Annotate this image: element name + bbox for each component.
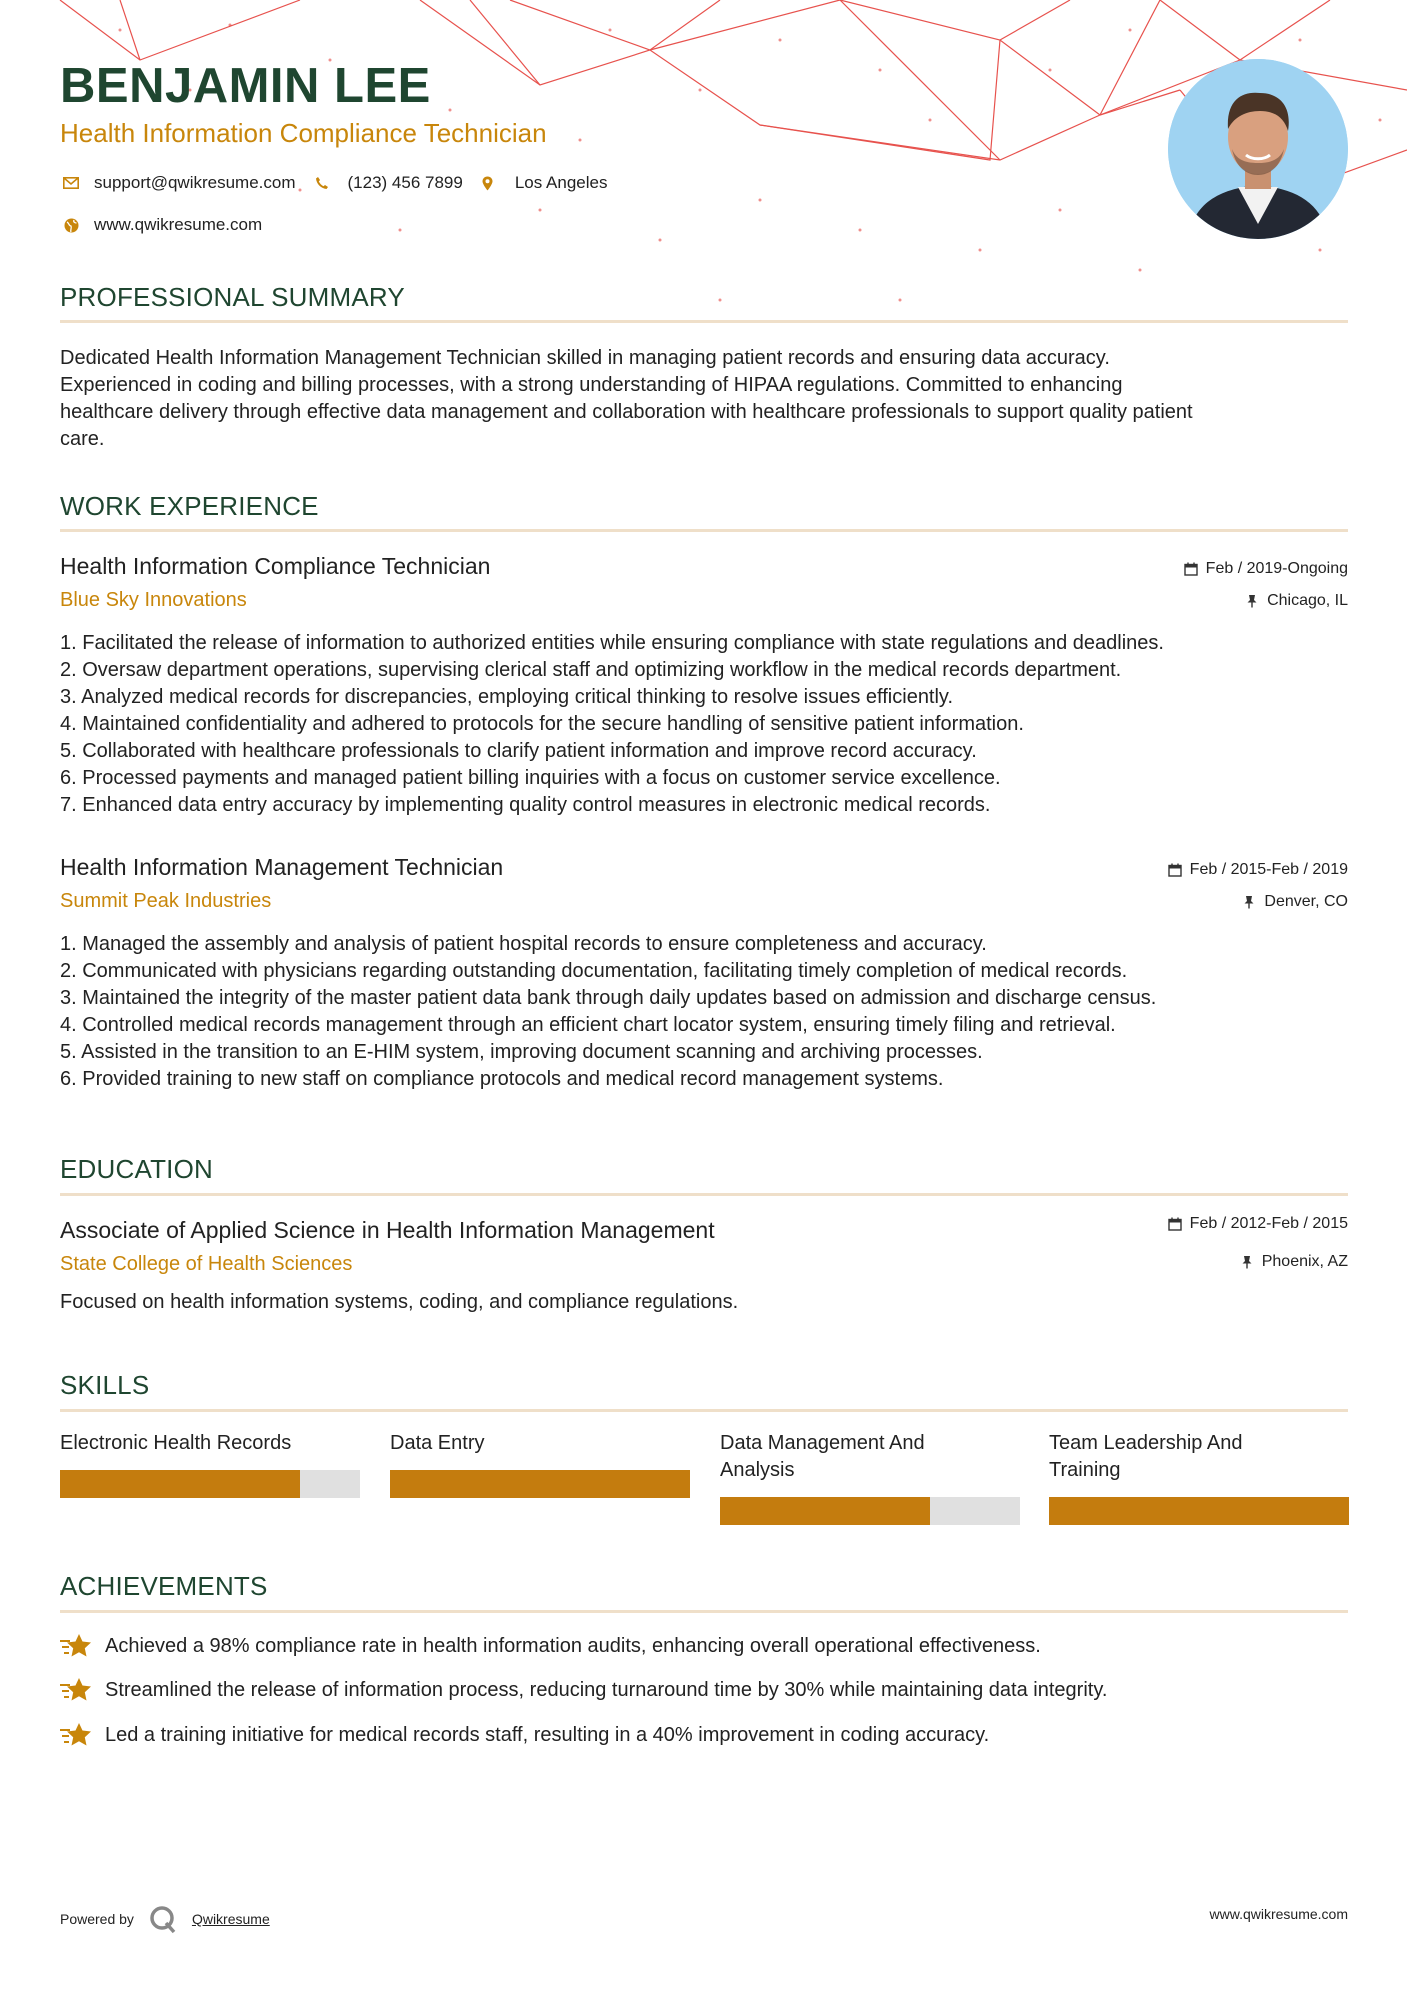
qwikresume-link[interactable]: Qwikresume xyxy=(191,1911,270,1927)
pushpin-icon xyxy=(1241,894,1257,910)
contact-row-secondary xyxy=(60,215,280,235)
education-description: Focused on health information systems, coding, and compliance regulations. xyxy=(60,1291,739,1313)
skill-label: Data Management And Analysis xyxy=(720,1432,925,1481)
calendar-icon xyxy=(1167,862,1183,878)
job-location xyxy=(1244,592,1348,610)
contact-phone[interactable] xyxy=(314,173,463,193)
list-item: 7. Enhanced data entry accuracy by implementing quality control measures in electronic medical records. xyxy=(60,794,991,816)
skill-bar xyxy=(60,1470,360,1498)
powered-by-label: Powered by xyxy=(60,1911,134,1927)
job-dates xyxy=(1183,560,1348,578)
skill-bar-fill xyxy=(1049,1497,1349,1525)
education-divider xyxy=(60,1193,1348,1196)
achievement-item xyxy=(60,1721,989,1749)
list-item: 3. Maintained the integrity of the master patient data bank through daily updates based on admission and discharge census. xyxy=(60,987,1157,1009)
experience-heading: WORK EXPERIENCE xyxy=(60,491,319,521)
list-item: 5. Assisted in the transition to an E-HIM system, improving document scanning and archiving processes. xyxy=(60,1041,983,1063)
qwikresume-logo-icon xyxy=(148,1904,178,1934)
skills-heading: SKILLS xyxy=(60,1370,150,1400)
skill-item xyxy=(60,1430,360,1498)
envelope-icon xyxy=(60,174,82,192)
job-title: Health Information Compliance Technician xyxy=(60,553,491,579)
list-item: 2. Communicated with physicians regarding outstanding documentation, facilitating timely completion of medical records. xyxy=(60,960,1128,982)
summary-text xyxy=(60,345,1350,453)
list-item: 6. Provided training to new staff on compliance protocols and medical record management systems. xyxy=(60,1068,944,1090)
degree-title: Associate of Applied Science in Health Information Management xyxy=(60,1217,715,1243)
footer-powered-by xyxy=(60,1904,270,1934)
website-text: www.qwikresume.com xyxy=(94,215,263,234)
contact-location xyxy=(481,173,608,193)
summary-line: care. xyxy=(60,428,105,450)
star-achievement-icon xyxy=(60,1676,92,1704)
education-dates xyxy=(1167,1215,1348,1233)
company-name: Blue Sky Innovations xyxy=(60,589,247,611)
candidate-role: Health Information Compliance Technician xyxy=(60,118,547,148)
company-name: Summit Peak Industries xyxy=(60,890,272,912)
list-item: 5. Collaborated with healthcare professionals to clarify patient information and improve record accuracy. xyxy=(60,740,977,762)
email-text: support@qwikresume.com xyxy=(94,173,296,192)
profile-photo xyxy=(1168,59,1348,239)
job-location xyxy=(1241,893,1348,911)
list-item: 6. Processed payments and managed patient billing inquiries with a focus on customer service excellence. xyxy=(60,767,1001,789)
achievements-heading: ACHIEVEMENTS xyxy=(60,1571,268,1601)
list-item: 4. Maintained confidentiality and adhered to protocols for the secure handling of sensitive patient information. xyxy=(60,713,1024,735)
star-achievement-icon xyxy=(60,1632,92,1660)
contact-email[interactable] xyxy=(60,173,296,193)
skill-label: Team Leadership And Training xyxy=(1049,1432,1243,1481)
pushpin-icon xyxy=(1239,1254,1255,1270)
location-text: Los Angeles xyxy=(514,173,608,192)
contact-row-primary xyxy=(60,173,625,193)
skill-item xyxy=(720,1430,1020,1525)
map-pin-icon xyxy=(481,174,495,192)
summary-line: healthcare delivery through effective data management and collaboration with healthcare professionals to support quality patient xyxy=(60,401,1193,423)
skill-label: Data Entry xyxy=(390,1432,485,1454)
achievement-text: Led a training initiative for medical records staff, resulting in a 40% improvement in coding accuracy. xyxy=(105,1723,990,1746)
skill-item xyxy=(390,1430,690,1498)
job-dates-text: Feb / 2019-Ongoing xyxy=(1205,560,1348,577)
summary-heading: PROFESSIONAL SUMMARY xyxy=(60,282,405,312)
candidate-name: BENJAMIN LEE xyxy=(60,59,431,113)
job-location-text: Chicago, IL xyxy=(1267,592,1348,609)
education-location xyxy=(1239,1253,1348,1271)
education-dates-text: Feb / 2012-Feb / 2015 xyxy=(1189,1215,1348,1232)
achievement-text: Achieved a 98% compliance rate in health information audits, enhancing overall operational effectiveness. xyxy=(105,1634,1041,1657)
achievement-item xyxy=(60,1676,1107,1704)
skill-label: Electronic Health Records xyxy=(60,1432,292,1454)
job-bullets xyxy=(60,931,1350,1093)
contact-website[interactable] xyxy=(60,215,262,235)
job-title: Health Information Management Technician xyxy=(60,854,504,880)
list-item: 1. Managed the assembly and analysis of patient hospital records to ensure completeness and accuracy. xyxy=(60,933,987,955)
achievement-item xyxy=(60,1632,1041,1660)
skill-bar xyxy=(720,1497,1020,1525)
summary-line: Dedicated Health Information Management Technician skilled in managing patient records and ensuring data accuracy. xyxy=(60,347,1110,369)
phone-icon xyxy=(314,174,330,192)
job-dates-text: Feb / 2015-Feb / 2019 xyxy=(1189,861,1348,878)
skill-bar-fill xyxy=(390,1470,690,1498)
star-achievement-icon xyxy=(60,1721,92,1749)
education-heading: EDUCATION xyxy=(60,1154,213,1184)
skill-bar-fill xyxy=(60,1470,300,1498)
list-item: 4. Controlled medical records management through an efficient chart locator system, ensuring timely filing and retrieval. xyxy=(60,1014,1116,1036)
skill-bar-fill xyxy=(720,1497,930,1525)
achievement-text: Streamlined the release of information process, reducing turnaround time by 30% while maintaining data integrity. xyxy=(105,1678,1108,1701)
list-item: 3. Analyzed medical records for discrepancies, employing critical thinking to resolve issues efficiently. xyxy=(60,686,954,708)
footer-website[interactable]: www.qwikresume.com xyxy=(1209,1906,1348,1922)
calendar-icon xyxy=(1183,561,1199,577)
skill-bar xyxy=(1049,1497,1349,1525)
experience-divider xyxy=(60,529,1348,532)
pushpin-icon xyxy=(1244,593,1260,609)
achievements-divider xyxy=(60,1610,1348,1613)
education-location-text: Phoenix, AZ xyxy=(1261,1253,1348,1270)
summary-divider xyxy=(60,320,1348,323)
list-item: 2. Oversaw department operations, supervising clerical staff and optimizing workflow in the medical records department. xyxy=(60,659,1122,681)
job-bullets xyxy=(60,630,1350,819)
phone-text: (123) 456 7899 xyxy=(347,173,463,192)
globe-icon xyxy=(60,216,82,234)
calendar-icon xyxy=(1167,1216,1183,1232)
list-item: 1. Facilitated the release of information to authorized entities while ensuring compliance with state regulations and deadlines. xyxy=(60,632,1164,654)
job-location-text: Denver, CO xyxy=(1264,893,1348,910)
school-name: State College of Health Sciences xyxy=(60,1253,353,1275)
skill-bar xyxy=(390,1470,690,1498)
job-dates xyxy=(1167,861,1348,879)
summary-line: Experienced in coding and billing processes, with a strong understanding of HIPAA regulations. Committed to enhancing xyxy=(60,374,1123,396)
skill-item xyxy=(1049,1430,1349,1525)
skills-divider xyxy=(60,1409,1348,1412)
